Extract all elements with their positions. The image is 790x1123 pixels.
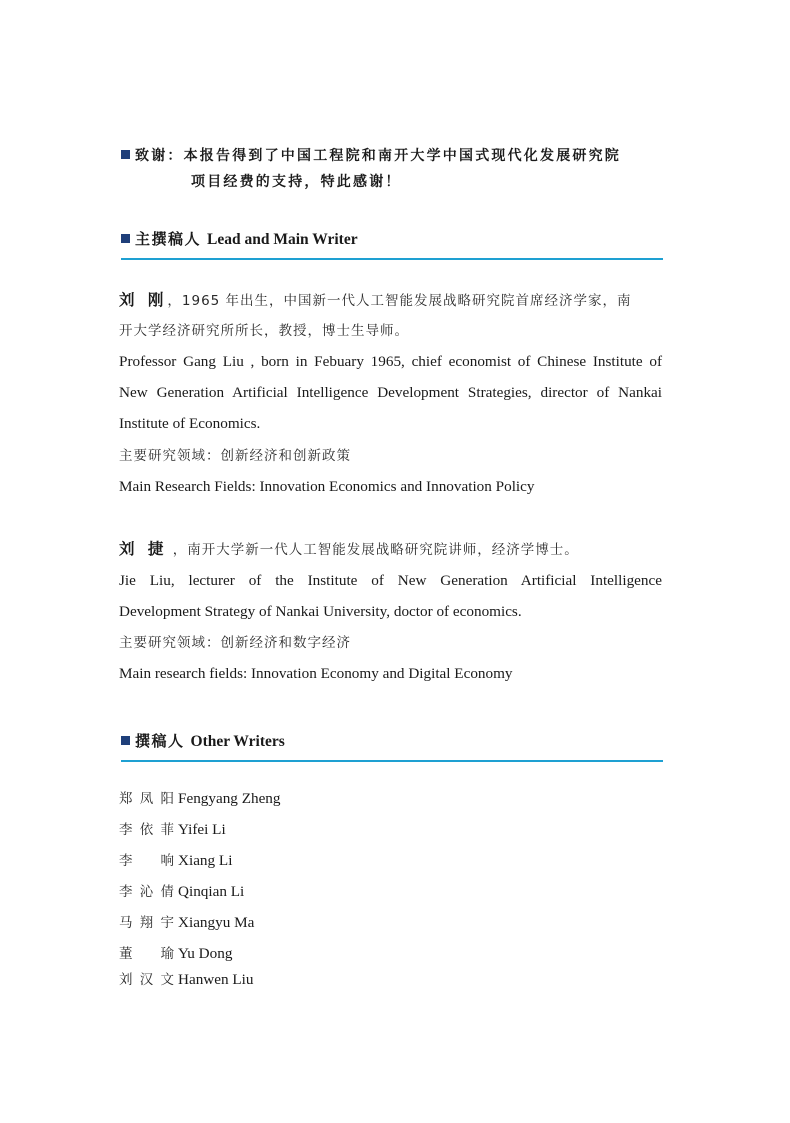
writer1-bio-en-1: Professor Gang Liu , born in Febuary 1965, chief economist of Chinese Institute of — [119, 353, 662, 370]
other-writers-heading — [121, 730, 663, 762]
writer-name-cn: 刘汉文 — [119, 972, 174, 988]
lead-writers-heading — [121, 228, 663, 260]
other-heading-cn: 撰稿人 — [135, 732, 185, 750]
writer-name-cn: 董瑜 — [119, 946, 174, 962]
writer2-bio-cn-line1 — [119, 540, 579, 559]
writer2-fields-cn: 主要研究领域：创新经济和数字经济 — [119, 635, 351, 651]
list-item — [119, 914, 254, 932]
writer2-bio-en-1: Jie Liu, lecturer of the Institute of New Generation Artificial Intelligence — [119, 572, 662, 589]
writer1-fields-cn: 主要研究领域：创新经济和创新政策 — [119, 448, 351, 464]
writer-name-en: Xiang Li — [178, 852, 233, 869]
square-bullet-icon — [121, 234, 130, 243]
writer-name-cn: 李依菲 — [119, 822, 174, 838]
list-item — [119, 883, 244, 901]
writer-name-en: Hanwen Liu — [178, 971, 254, 988]
list-item — [119, 852, 232, 870]
writer-name-cn: 马翔宇 — [119, 915, 174, 931]
writer1-bio-cn-line2: 开大学经济研究所所长，教授，博士生导师。 — [119, 323, 409, 339]
writer1-fields-en: Main Research Fields: Innovation Economics and Innovation Policy — [119, 478, 535, 495]
writer1-bio-cn-1: ，1965 年出生，中国新一代人工智能发展战略研究院首席经济学家，南 — [167, 293, 632, 309]
writer-name-en: Yu Dong — [178, 945, 233, 962]
writer1-name: 刘 刚 — [119, 290, 168, 309]
writer1-bio-cn-line1 — [119, 291, 632, 310]
writer-name-en: Qinqian Li — [178, 883, 245, 900]
writer1-bio-en-line1 — [119, 353, 662, 371]
square-bullet-icon — [121, 736, 130, 745]
writer1-bio-en-line3: Institute of Economics. — [119, 415, 261, 432]
writer1-bio-en-line2 — [119, 384, 662, 402]
writer-name-cn: 李沁倩 — [119, 884, 174, 900]
list-item — [119, 790, 281, 808]
other-heading-en: Other Writers — [190, 733, 285, 750]
acknowledgement-line-2 — [191, 171, 402, 191]
writer-name-cn: 郑凤阳 — [119, 791, 174, 807]
acknowledgement-line-1 — [121, 145, 621, 165]
acknowledgement-text-2: 项目经费的支持，特此感谢！ — [191, 174, 402, 190]
list-item — [119, 945, 232, 963]
writer-name-en: Xiangyu Ma — [178, 914, 255, 931]
square-bullet-icon — [121, 150, 130, 159]
lead-heading-en: Lead and Main Writer — [207, 231, 358, 248]
list-item — [119, 971, 254, 989]
writer-name-en: Yifei Li — [178, 821, 226, 838]
writer-name-en: Fengyang Zheng — [178, 790, 281, 807]
list-item — [119, 821, 226, 839]
writer2-bio-en-line1 — [119, 572, 662, 590]
writer1-bio-en-2: New Generation Artificial Intelligence Development Strategies, director of Nankai — [119, 384, 662, 401]
writer2-bio-cn-1: ，南开大学新一代人工智能发展战略研究院讲师，经济学博士。 — [167, 542, 579, 558]
writer2-fields-en: Main research fields: Innovation Economy and Digital Economy — [119, 665, 513, 682]
writer2-bio-en-line2: Development Strategy of Nankai University, doctor of economics. — [119, 603, 522, 620]
acknowledgement-text-1: 致谢：本报告得到了中国工程院和南开大学中国式现代化发展研究院 — [135, 148, 621, 164]
writer-name-cn: 李响 — [119, 853, 174, 869]
writer2-name: 刘 捷 — [119, 539, 168, 558]
lead-heading-cn: 主撰稿人 — [135, 230, 202, 248]
